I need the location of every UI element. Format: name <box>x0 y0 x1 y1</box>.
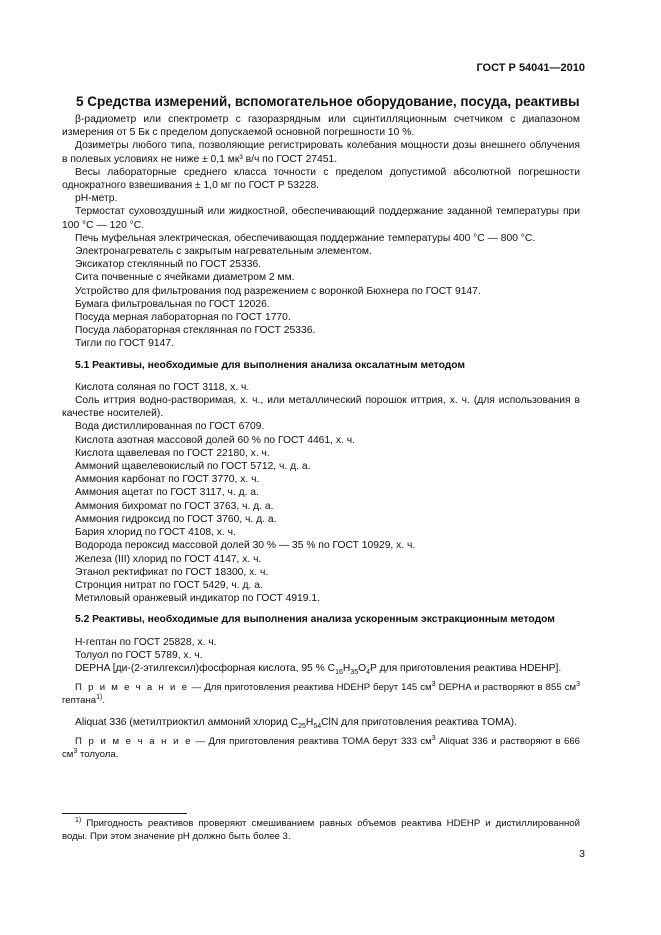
dehpa-item <box>62 662 580 675</box>
formula-subscript: 35 <box>350 668 359 676</box>
footnote-mark: 1) <box>75 816 82 824</box>
list-item: Аммония ацетат по ГОСТ 3117, ч. д. а. <box>75 487 259 499</box>
aliquat-item <box>62 716 580 729</box>
list-item: Н-гептан по ГОСТ 25828, х. ч. <box>75 636 217 648</box>
list-item: Метиловый оранжевый индикатор по ГОСТ 4919.1. <box>75 593 320 605</box>
list-item: Вода дистиллированная по ГОСТ 6709. <box>75 421 265 433</box>
list-item: Дозиметры любого типа, позволяющие регистрировать колебания мощности дозы внешнего облучения в полевых условиях не ниже ± 0,1 мк³ в/ч по ГОСТ 27451. <box>62 140 580 165</box>
note-label: П р и м е ч а н и е <box>75 682 189 694</box>
note-text: толуола. <box>77 748 119 760</box>
note-text: гептана <box>62 695 97 707</box>
list-item: Стронция нитрат по ГОСТ 5429, ч. д. а. <box>75 579 263 591</box>
formula-element: H <box>342 662 351 674</box>
footnote-reference: 1) <box>96 694 103 702</box>
note-text: Aliquat 336 и растворяют в 666 см <box>62 735 580 760</box>
dehpa-text-end: P для приготовления реактива HDEHP]. <box>370 662 562 674</box>
superscript: 3 <box>431 680 436 688</box>
list-item: Сита почвенные с ячейками диаметром 2 мм. <box>75 272 295 284</box>
list-item: Аммоний щавелевокислый по ГОСТ 5712, ч. д. а. <box>75 461 311 473</box>
formula-subscript: 54 <box>313 722 322 730</box>
formula-element: H <box>305 716 314 728</box>
note-hdehp <box>62 681 580 707</box>
list-item: Весы лабораторные среднего класса точности с пределом допустимой абсолютной погрешности однократного взвешивания ± 1,0 мг по ГОСТ Р 53228. <box>62 166 580 192</box>
footnote <box>62 818 580 843</box>
dehpa-text-start: DEPHA [ди-(2-этилгексил)фосфорная кислота, 95 % C <box>75 662 336 674</box>
list-item: Бария хлорид по ГОСТ 4108, х. ч. <box>75 527 236 539</box>
note-text: — Для приготовления реактива HDEHP берут 145 см <box>188 682 432 694</box>
list-item: Этанол ректификат по ГОСТ 18300, х. ч. <box>75 566 269 578</box>
list-item: Водорода пероксид массовой долей 30 % — 35 % по ГОСТ 10929, х. ч. <box>75 540 416 552</box>
footnote-separator <box>62 813 187 814</box>
superscript: 3 <box>431 734 436 742</box>
list-item: Электронагреватель с закрытым нагревательным элементом. <box>75 246 372 258</box>
list-item: Кислота соляная по ГОСТ 3118, х. ч. <box>75 381 250 393</box>
list-item: Устройство для фильтрования под разрежением с воронкой Бюхнера по ГОСТ 9147. <box>75 285 481 297</box>
note-text: DEPHA и растворяют в 855 см <box>435 682 577 694</box>
list-item: Кислота азотная массовой долей 60 % по ГОСТ 4461, х. ч. <box>75 434 355 446</box>
list-item: Тигли по ГОСТ 9147. <box>75 338 174 350</box>
section-5-2-list <box>62 636 580 676</box>
document-id-header: ГОСТ Р 54041—2010 <box>476 62 585 74</box>
section-5-list <box>62 113 580 351</box>
list-item: Термостат суховоздушный или жидкостной, обеспечивающий поддержание заданной температуры при 100 °С — 120 °С. <box>62 206 580 231</box>
list-item: Эксикатор стеклянный по ГОСТ 25336. <box>75 259 262 271</box>
aliquat-text-end: ClN для приготовления реактива TOMA). <box>321 716 517 728</box>
list-item: Аммония гидроксид по ГОСТ 3760, ч. д. а. <box>75 513 277 525</box>
superscript: 3 <box>576 680 580 688</box>
list-item: Толуол по ГОСТ 5789, х. ч. <box>75 649 203 661</box>
footnote-text: Пригодность реактивов проверяют смешиванием равных объемов реактива HDEHP и дистиллированной воды. При этом значение рН должно быть более 3. <box>62 818 580 842</box>
section-5-title: 5 Средства измерений, вспомогательное оборудование, посуда, реактивы <box>76 94 580 109</box>
list-item: Бумага фильтровальная по ГОСТ 12026. <box>75 298 270 310</box>
note-toma <box>62 735 580 761</box>
formula-element: O <box>358 662 367 674</box>
list-item: Кислота щавелевая по ГОСТ 22180, х. ч. <box>75 447 270 459</box>
list-item: Печь муфельная электрическая, обеспечивающая поддержание температуры 400 °С — 800 °С. <box>75 232 536 244</box>
list-item: Соль иттрия водно-растворимая, х. ч., или металлический порошок иттрия, х. ч. (для использования в качестве носителей). <box>62 395 580 420</box>
note-label: П р и м е ч а н и е <box>75 735 193 747</box>
aliquat-text-start: Aliquat 336 (метилтриоктил аммоний хлорид C <box>75 716 299 728</box>
note-text: . <box>102 695 105 707</box>
list-item: Аммония бихромат по ГОСТ 3763, ч. д. а. <box>75 500 274 512</box>
section-5-2-title: 5.2 Реактивы, необходимые для выполнения анализа ускоренным экстракционным методом <box>75 614 555 626</box>
page-number: 3 <box>579 848 585 860</box>
formula-subscript: 4 <box>366 668 371 676</box>
note-text: — Для приготовления реактива TOMA берут 333 см <box>192 735 432 747</box>
section-5-1-title: 5.1 Реактивы, необходимые для выполнения анализа оксалатным методом <box>75 359 466 371</box>
superscript: 3 <box>73 747 78 755</box>
document-body <box>62 113 580 769</box>
list-item: β-радиометр или спектрометр с газоразрядным или сцинтилляционным счетчиком с диапазоном измерения от 5 Бк с пределом допускаемой основной погрешности 10 %. <box>62 114 580 139</box>
formula-subscript: 16 <box>335 668 343 676</box>
list-item: Аммония карбонат по ГОСТ 3770, х. ч. <box>75 474 260 486</box>
list-item: Железа (III) хлорид по ГОСТ 4147, х. ч. <box>75 553 262 565</box>
formula-subscript: 25 <box>298 722 306 730</box>
list-item: Посуда лабораторная стеклянная по ГОСТ 25336. <box>75 325 316 337</box>
list-item: Посуда мерная лабораторная по ГОСТ 1770. <box>75 312 291 324</box>
list-item: рН-метр. <box>75 193 118 205</box>
section-5-1-list <box>62 381 580 605</box>
